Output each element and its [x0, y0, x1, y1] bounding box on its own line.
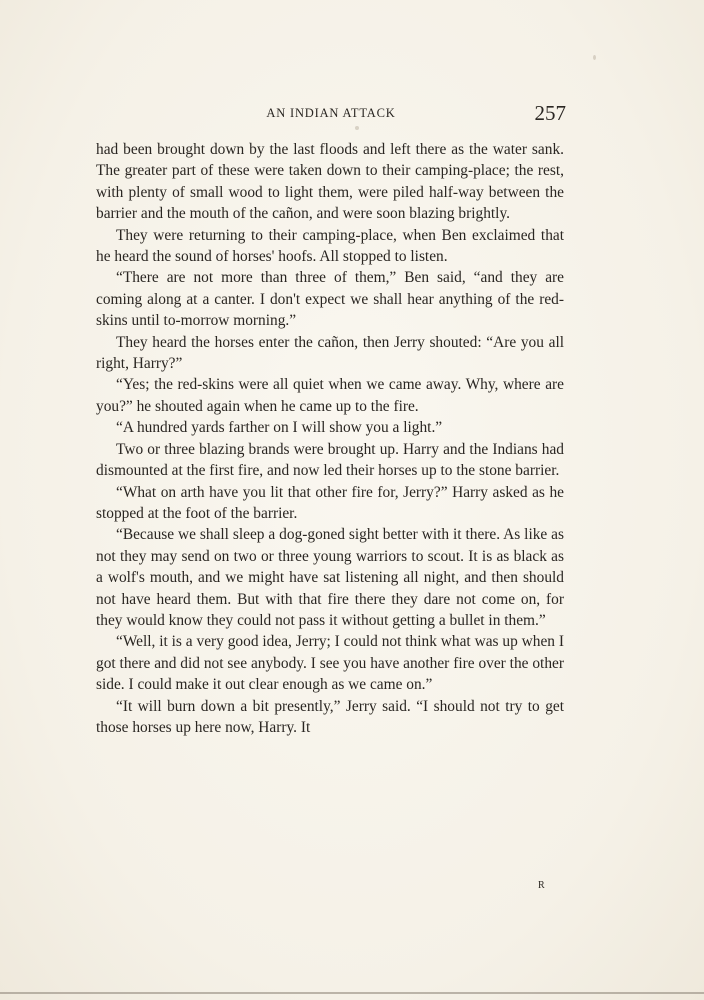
- signature-mark: R: [538, 880, 546, 891]
- paragraph-9: “Because we shall sleep a dog-goned sight better with it there. As like as not they may send on two or three young warriors to scout. It is as black as a wolf's mouth, and we might have sat listening all night, and then should not have heard them. But with that fire there they dare not come on, for they would know they could not pass it without getting a bullet in them.”: [96, 526, 564, 629]
- running-head: AN INDIAN ATTACK: [266, 106, 396, 120]
- paper-spot: [593, 55, 596, 60]
- page-header: [96, 101, 566, 125]
- paragraph-3: “There are not more than three of them,” Ben said, “and they are coming along at a canter. I don't expect we shall hear anything of the red-skins until to-morrow morning.”: [96, 269, 564, 330]
- paragraph-2: They were returning to their camping-place, when Ben exclaimed that he heard the sound of horses' hoofs. All stopped to listen.: [96, 226, 564, 266]
- paragraph-6: “A hundred yards farther on I will show you a light.”: [116, 419, 443, 437]
- page-number: 257: [534, 101, 566, 125]
- paragraph-4: They heard the horses enter the cañon, then Jerry shouted: “Are you all right, Harry?”: [96, 333, 564, 373]
- paragraph-5: “Yes; the red-skins were all quiet when we came away. Why, where are you?” he shouted again when he came up to the fire.: [96, 376, 564, 415]
- paragraph-7: Two or three blazing brands were brought up. Harry and the Indians had dismounted at the first fire, and now led their horses up to the stone barrier.: [96, 440, 564, 480]
- paragraph-1: had been brought down by the last floods and left there as the water sank. The greater part of these were taken down to their camping-place; the rest, with plenty of small wood to light them, were piled half-way between the barrier and the mouth of the cañon, and were soon blazing brightly.: [96, 141, 564, 223]
- body-text: [96, 139, 564, 738]
- page-bottom-edge: [0, 992, 704, 994]
- paragraph-10: “Well, it is a very good idea, Jerry; I could not think what was up when I got there and did not see anybody. I see you have another fire over the other side. I could make it out clear enough as we came on.”: [96, 633, 564, 694]
- paragraph-8: “What on arth have you lit that other fire for, Jerry?” Harry asked as he stopped at the foot of the barrier.: [96, 483, 564, 522]
- paper-spot: [355, 126, 359, 130]
- paragraph-11: “It will burn down a bit presently,” Jerry said. “I should not try to get those horses up here now, Harry. It: [96, 697, 564, 736]
